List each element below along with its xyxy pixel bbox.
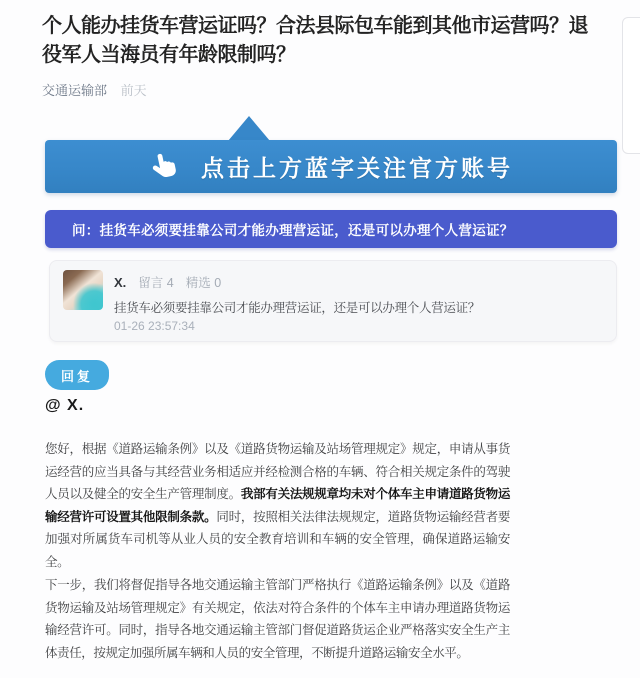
answer-p1-bold-text: 我部有关法规规章均未对个体车主申请道路货物运输经营许可设置其他限制条款。	[45, 487, 511, 524]
hand-pointer-icon	[146, 148, 184, 186]
publish-time: 前天	[120, 83, 147, 98]
comment-card	[49, 260, 617, 342]
answer-paragraph-1	[45, 438, 510, 573]
commenter-name: X.	[114, 275, 127, 290]
commenter-avatar	[63, 270, 103, 310]
comment-count-label: 留言 4	[138, 276, 174, 290]
follow-banner-label: 点击上方蓝字关注官方账号	[201, 155, 513, 181]
answer-paragraph-2: 下一步，我们将督促指导各地交通运输主管部门严格执行《道路运输条例》以及《道路货物运输及站场管理规定》有关规定，依法对符合条件的个体车主申请办理道路货物运输经营许可。同时，指导各地交通运输主管部门督促道路货运企业严格落实安全生产主体责任，按规定加强所属车辆和人员的安全管理，不断提升道路运输安全水平。	[45, 578, 510, 660]
comment-text: 挂货车必须要挂靠公司才能办理营运证，还是可以办理个人营运证？	[114, 301, 481, 315]
byline	[42, 80, 147, 99]
comment-timestamp: 01-26 23:57:34	[114, 319, 195, 333]
question-text: 问：挂货车必须要挂靠公司才能办理营运证，还是可以办理个人营运证？	[72, 223, 514, 238]
reply-mention: @ X.	[45, 397, 85, 414]
comment-header	[114, 273, 221, 291]
featured-count-label: 精选 0	[185, 276, 222, 290]
page-title: 个人能办挂货车营运证吗？合法县际包车能到其他市运营吗？退役军人当海员有年龄限制吗？	[42, 15, 588, 66]
reply-button[interactable]: 回复	[45, 360, 109, 390]
answer-p1-text-continued: 同时，按照相关法律法规规定，道路货物运输经营者要加强对所属货车司机等从业人员的安全教育培训和车辆的安全管理，确保道路运输安全。	[45, 509, 511, 569]
banner-pointer-triangle	[228, 116, 270, 141]
answer-p1-text: 您好，根据《道路运输条例》以及《道路货物运输及站场管理规定》规定，申请从事货运经营的应当具备与其经营业务相适应并经检测合格的车辆、符合相关规定条件的驾驶人员以及健全的安全生产管理制度。	[45, 442, 510, 501]
clipped-side-panel	[622, 17, 640, 154]
account-name-link[interactable]: 交通运输部	[42, 83, 108, 98]
question-banner	[45, 210, 617, 248]
follow-banner[interactable]	[45, 140, 617, 193]
